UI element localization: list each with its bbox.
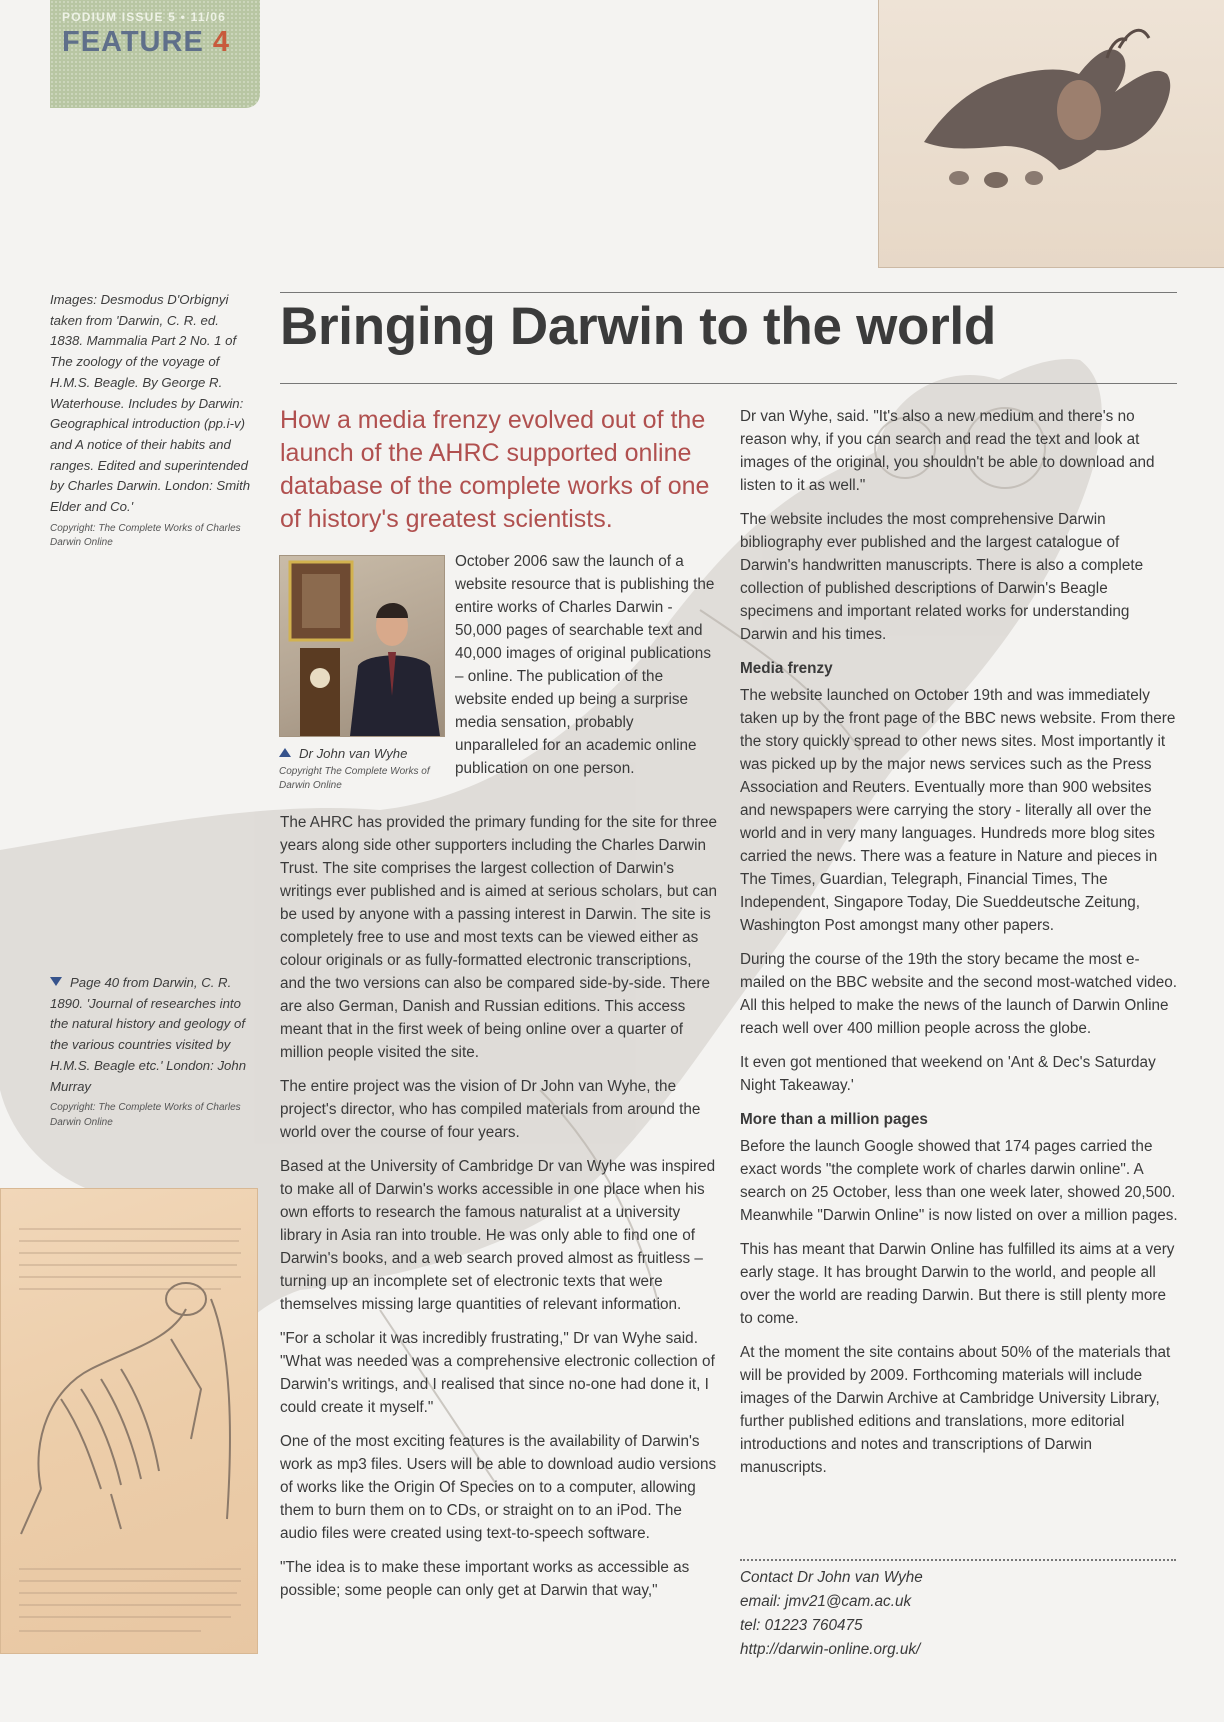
- portrait-photo: [279, 555, 445, 737]
- contact-url[interactable]: http://darwin-online.org.uk/: [740, 1641, 921, 1658]
- col2-paragraph: Dr van Wyhe, said. "It's also a new medium and there's no reason why, if you can search and read the text and look at images of the original, you shouldn't be able to download and listen to it as well.": [740, 408, 1155, 494]
- triangle-up-icon: [279, 748, 291, 757]
- feature-tag: [50, 0, 260, 108]
- photo-caption-name: Dr John van Wyhe: [299, 746, 408, 761]
- intro-paragraph: October 2006 saw the launch of a website resource that is publishing the entire works of Charles Darwin - 50,000 pages of searchable text and 40,000 images of original publications – online. The publication of the website ended up being a surprise media sensation, probably unparalleled for an academic online publication on one person.: [455, 553, 715, 777]
- caption-bottom-copyright: Copyright: The Complete Works of Charles Darwin Online: [50, 1102, 241, 1128]
- col1-paragraph: Based at the University of Cambridge Dr van Wyhe was inspired to make all of Darwin's works accessible in one place when his own efforts to research the famous naturalist at a university library in Asia ran into trouble. He was only able to find one of Darwin's books, and a web search proved almost as fruitless – turning up an incomplete set of electronic texts that were themselves missing large quantities of relevant information.: [280, 1158, 716, 1313]
- subhead-million-pages: More than a million pages: [740, 1111, 928, 1128]
- col2-paragraph: During the course of the 19th the story became the most e-mailed on the BBC website and the second most-watched video. All this helped to make the news of the launch of Darwin Online reach well over 400 million people across the globe.: [740, 951, 1178, 1037]
- portrait-drawing: [280, 556, 444, 736]
- caption-bottom-text: Page 40 from Darwin, C. R. 1890. 'Journal of researches into the natural history and geology of the various countries visited by H.M.S. Beagle etc.' London: John Murray: [50, 975, 247, 1094]
- bat-drawing: [879, 0, 1224, 267]
- feature-number: 4: [212, 26, 230, 58]
- skeleton-drawing: [1, 1189, 257, 1653]
- title-rule-top: [280, 292, 1177, 293]
- photo-caption-wrap: [279, 744, 449, 763]
- contact-name: Contact Dr John van Wyhe: [740, 1569, 923, 1586]
- col2-paragraph: This has meant that Darwin Online has fulfilled its aims at a very early stage. It has brought Darwin to the world, and people all over the world are reading Darwin. But there is still plenty more to come.: [740, 1241, 1175, 1327]
- col1-paragraph: The entire project was the vision of Dr John van Wyhe, the project's director, who has compiled materials from around the world over the course of four years.: [280, 1078, 701, 1141]
- bat-illustration: [878, 0, 1224, 268]
- title-rule-bottom: [280, 383, 1177, 384]
- col1-paragraph: "The idea is to make these important works as accessible as possible; some people can only get at Darwin that way,": [280, 1559, 690, 1599]
- col2-paragraph: At the moment the site contains about 50% of the materials that will be provided by 2009. Forthcoming materials will include images of the Darwin Archive at Cambridge University Library, further published editions and translations, more editorial introductions and notes and transcriptions of Darwin manuscripts.: [740, 1344, 1171, 1476]
- col2-paragraph: Before the launch Google showed that 174 pages carried the exact words "the complete work of charles darwin online". A search on 25 October, less than one week later, showed 20,500. Meanwhile "Darwin Online" is now listed on over a million pages.: [740, 1138, 1178, 1224]
- caption-top-text: Images: Desmodus D'Orbignyi taken from 'Darwin, C. R. ed. 1838. Mammalia Part 2 No. 1 of The zoology of the voyage of H.M.S. Beagle. By George R. Waterhouse. Includes by Darwin: Geographical introduction (pp.i-v) and A notice of their habits and ranges. Edited and superintended by Charles Darwin. London: Smith Elder and Co.': [50, 292, 251, 515]
- triangle-down-icon: [50, 977, 62, 986]
- article-standfirst: How a media frenzy evolved out of the launch of the AHRC supported online database of the complete works of one of history's greatest scientists.: [280, 406, 710, 533]
- feature-word: FEATURE: [62, 26, 204, 58]
- col1-paragraph: The AHRC has provided the primary funding for the site for three years along side other supporters including the Charles Darwin Trust. The site comprises the largest collection of Darwin's writings ever published and is aimed at serious scholars, but can be used by anyone with a passing interest in Darwin. The site is completely free to use and most texts can be viewed either as colour originals or as fully-formatted electronic transcriptions, and the two versions can also be compared side-by-side. There are also German, Danish and Russian editions. This access meant that in the first week of being online over a quarter of million people visited the site.: [280, 814, 718, 1061]
- issue-label: PODIUM ISSUE 5 • 11/06: [62, 10, 226, 24]
- contact-divider: [740, 1559, 1176, 1561]
- subhead-media-frenzy: Media frenzy: [740, 660, 833, 677]
- contact-email[interactable]: email: jmv21@cam.ac.uk: [740, 1593, 912, 1610]
- contact-tel: tel: 01223 760475: [740, 1617, 863, 1634]
- col1-paragraph: "For a scholar it was incredibly frustrating," Dr van Wyhe said. "What was needed was a comprehensive electronic collection of Darwin's writings, and I realised that since no-one had done it, I could create it myself.": [280, 1330, 715, 1416]
- column-1: [280, 811, 720, 1613]
- photo-caption: [279, 744, 449, 793]
- col2-paragraph: The website launched on October 19th and was immediately taken up by the front page of the BBC news website. From there the story quickly spread to other news sites. Most importantly it was picked up by the major news services such as the Press Association and Reuters. Eventually more than 900 websites and newspapers were carrying the story - literally all over the world and in very many languages. Hundreds more blog sites carried the news. There was a feature in Nature and pieces in The Times, Guardian, Telegraph, Financial Times, The Independent, Singapore Today, Die Sueddeutsche Zeitung, Washington Post amongst many other papers.: [740, 687, 1176, 934]
- col1-paragraph: One of the most exciting features is the availability of Darwin's work as mp3 files. Users will be able to download audio versions of works like the Origin Of Species on to a computer, allowing them to burn them on to CDs, or straight on to an iPod. The audio files were created using text-to-speech software.: [280, 1433, 717, 1542]
- photo-copyright: Copyright The Complete Works of Darwin Online: [279, 766, 430, 791]
- caption-top-copyright: Copyright: The Complete Works of Charles Darwin Online: [50, 522, 241, 549]
- caption-bottom-wrap: [50, 973, 255, 1097]
- image-caption-bottom: [50, 973, 255, 1130]
- article-title: Bringing Darwin to the world: [280, 297, 996, 356]
- image-caption-top: [50, 290, 255, 551]
- skeleton-plate-image: [0, 1188, 258, 1654]
- feature-label: [62, 26, 230, 59]
- column-2: [740, 405, 1180, 1490]
- col2-paragraph: It even got mentioned that weekend on 'Ant & Dec's Saturday Night Takeaway.': [740, 1054, 1156, 1094]
- col2-paragraph: The website includes the most comprehensive Darwin bibliography ever published and the largest catalogue of Darwin's handwritten manuscripts. There is also a complete collection of published descriptions of Darwin's Beagle specimens and important related works for understanding Darwin and his times.: [740, 511, 1144, 643]
- contact-block: [740, 1566, 1176, 1662]
